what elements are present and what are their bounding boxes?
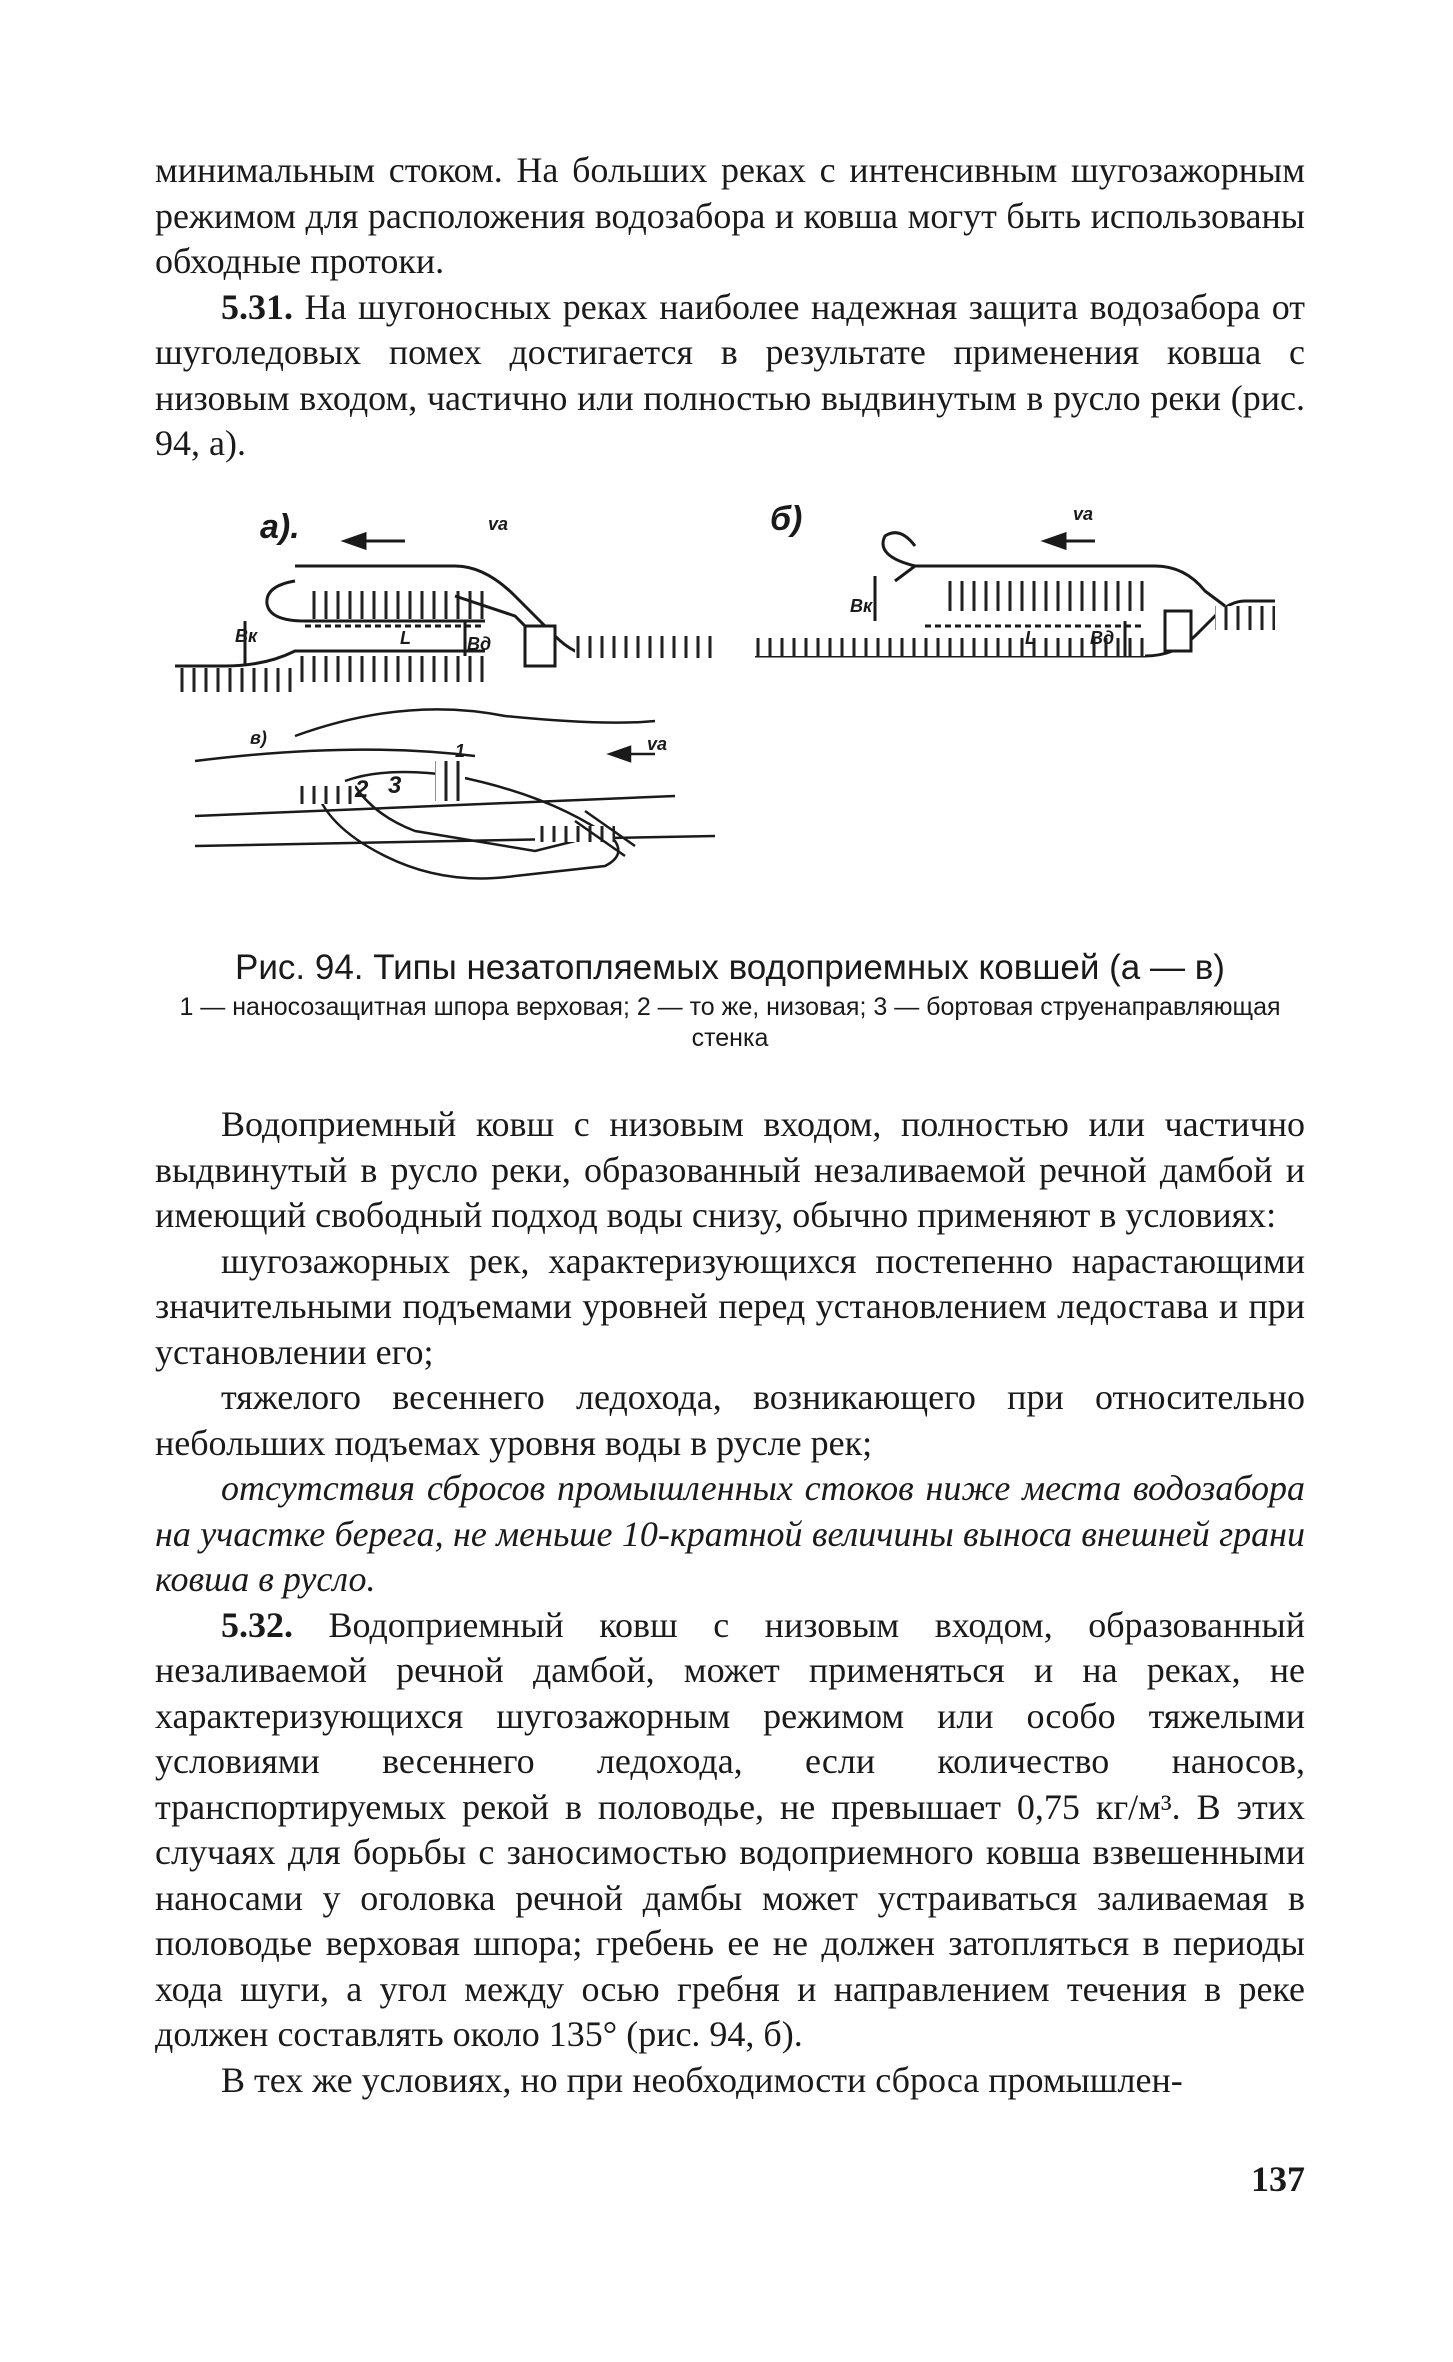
paragraph: отсутствия сбросов промышленных стоков ниже места водозабора на участке берега, не меньше 10-кратной величины выноса внешней грани ковша в русло.	[155, 1468, 1305, 1599]
dim-l-a: L	[400, 628, 411, 648]
caption-title: Рис. 94. Типы незатопляемых водоприемных ковшей (а — в)	[235, 948, 1225, 987]
dim-bd-a: Bд	[467, 634, 492, 654]
paragraph: тяжелого весеннего ледохода, возникающего при относительно небольших подъемах уровня воды в русле рек;	[155, 1377, 1305, 1463]
paragraph: В тех же условиях, но при необходимости сброса промышлен-	[221, 2059, 1183, 2100]
label-b: б)	[770, 500, 803, 538]
figure-drawing	[155, 496, 1305, 931]
label-v: в)	[250, 728, 267, 748]
page-number: 137	[1251, 2159, 1305, 2199]
flow-label-b: vа	[1073, 504, 1094, 524]
dim-bk-b: Bк	[850, 596, 873, 616]
marker-2: 2	[355, 776, 369, 803]
flow-label-a: vа	[488, 514, 509, 534]
label-a: а).	[260, 508, 300, 546]
marker-3: 3	[388, 772, 402, 799]
diagram-v	[195, 709, 715, 878]
diagram-b	[755, 533, 1275, 656]
dim-bk-a: Bк	[235, 626, 258, 646]
paragraph-5-31: 5.31. На шугоносных реках наиболее надежная защита водозабора от шуголедовых помех достигается в результате применения ковша с низовым входом, частично или полностью выдвинутым в русло реки (рис. 94, а).	[155, 286, 1305, 463]
diagram-a	[175, 534, 715, 692]
top-text-block	[155, 148, 1305, 467]
paragraph: Водоприемный ковш с низовым входом, полностью или частично выдвинутый в русло реки, образованный незаливаемой речной дамбой и имеющий свободный подход воды снизу, обычно применяют в условиях:	[155, 1104, 1305, 1235]
section-number: 5.32.	[221, 1604, 293, 1645]
flow-label-v: vа	[647, 734, 668, 754]
bottom-text-block	[155, 1102, 1305, 2103]
figure-94	[155, 496, 1305, 931]
section-number: 5.31.	[221, 286, 293, 327]
figure-caption	[155, 946, 1305, 1054]
caption-legend: 1 — наносозащитная шпора верховая; 2 — то же, низовая; 3 — бортовая струенаправляющая стенка	[179, 993, 1281, 1052]
dim-bd-b: Bд	[1090, 628, 1115, 648]
paragraph: шугозажорных рек, характеризующихся постепенно нарастающими значительными подъемами уровней перед установлением ледостава и при установлении его;	[155, 1240, 1305, 1372]
dim-l-b: L	[1025, 628, 1036, 648]
marker-1: 1	[455, 741, 466, 761]
paragraph-5-32: 5.32. Водоприемный ковш с низовым входом, образованный незаливаемой речной дамбой, может применяться и на реках, не характеризующихся шугозажорным режимом или особо тяжелыми условиями весеннего ледохода, если количество наносов, транспортируемых рекой в половодье, не превышает 0,75 кг/м³. В этих случаях для борьбы с заносимостью водоприемного ковша взвешенными наносами у оголовка речной дамбы может устраиваться заливаемая в половодье верховая шпора; гребень ее не должен затопляться в периоды хода шуги, а угол между осью гребня и направлением течения в реке должен составлять около 135° (рис. 94, б).	[155, 1604, 1305, 2054]
paragraph-continuation: минимальным стоком. На больших реках с интенсивным шугозажорным режимом для расположения водозабора и ковша могут быть использованы обходные протоки.	[155, 150, 1305, 281]
